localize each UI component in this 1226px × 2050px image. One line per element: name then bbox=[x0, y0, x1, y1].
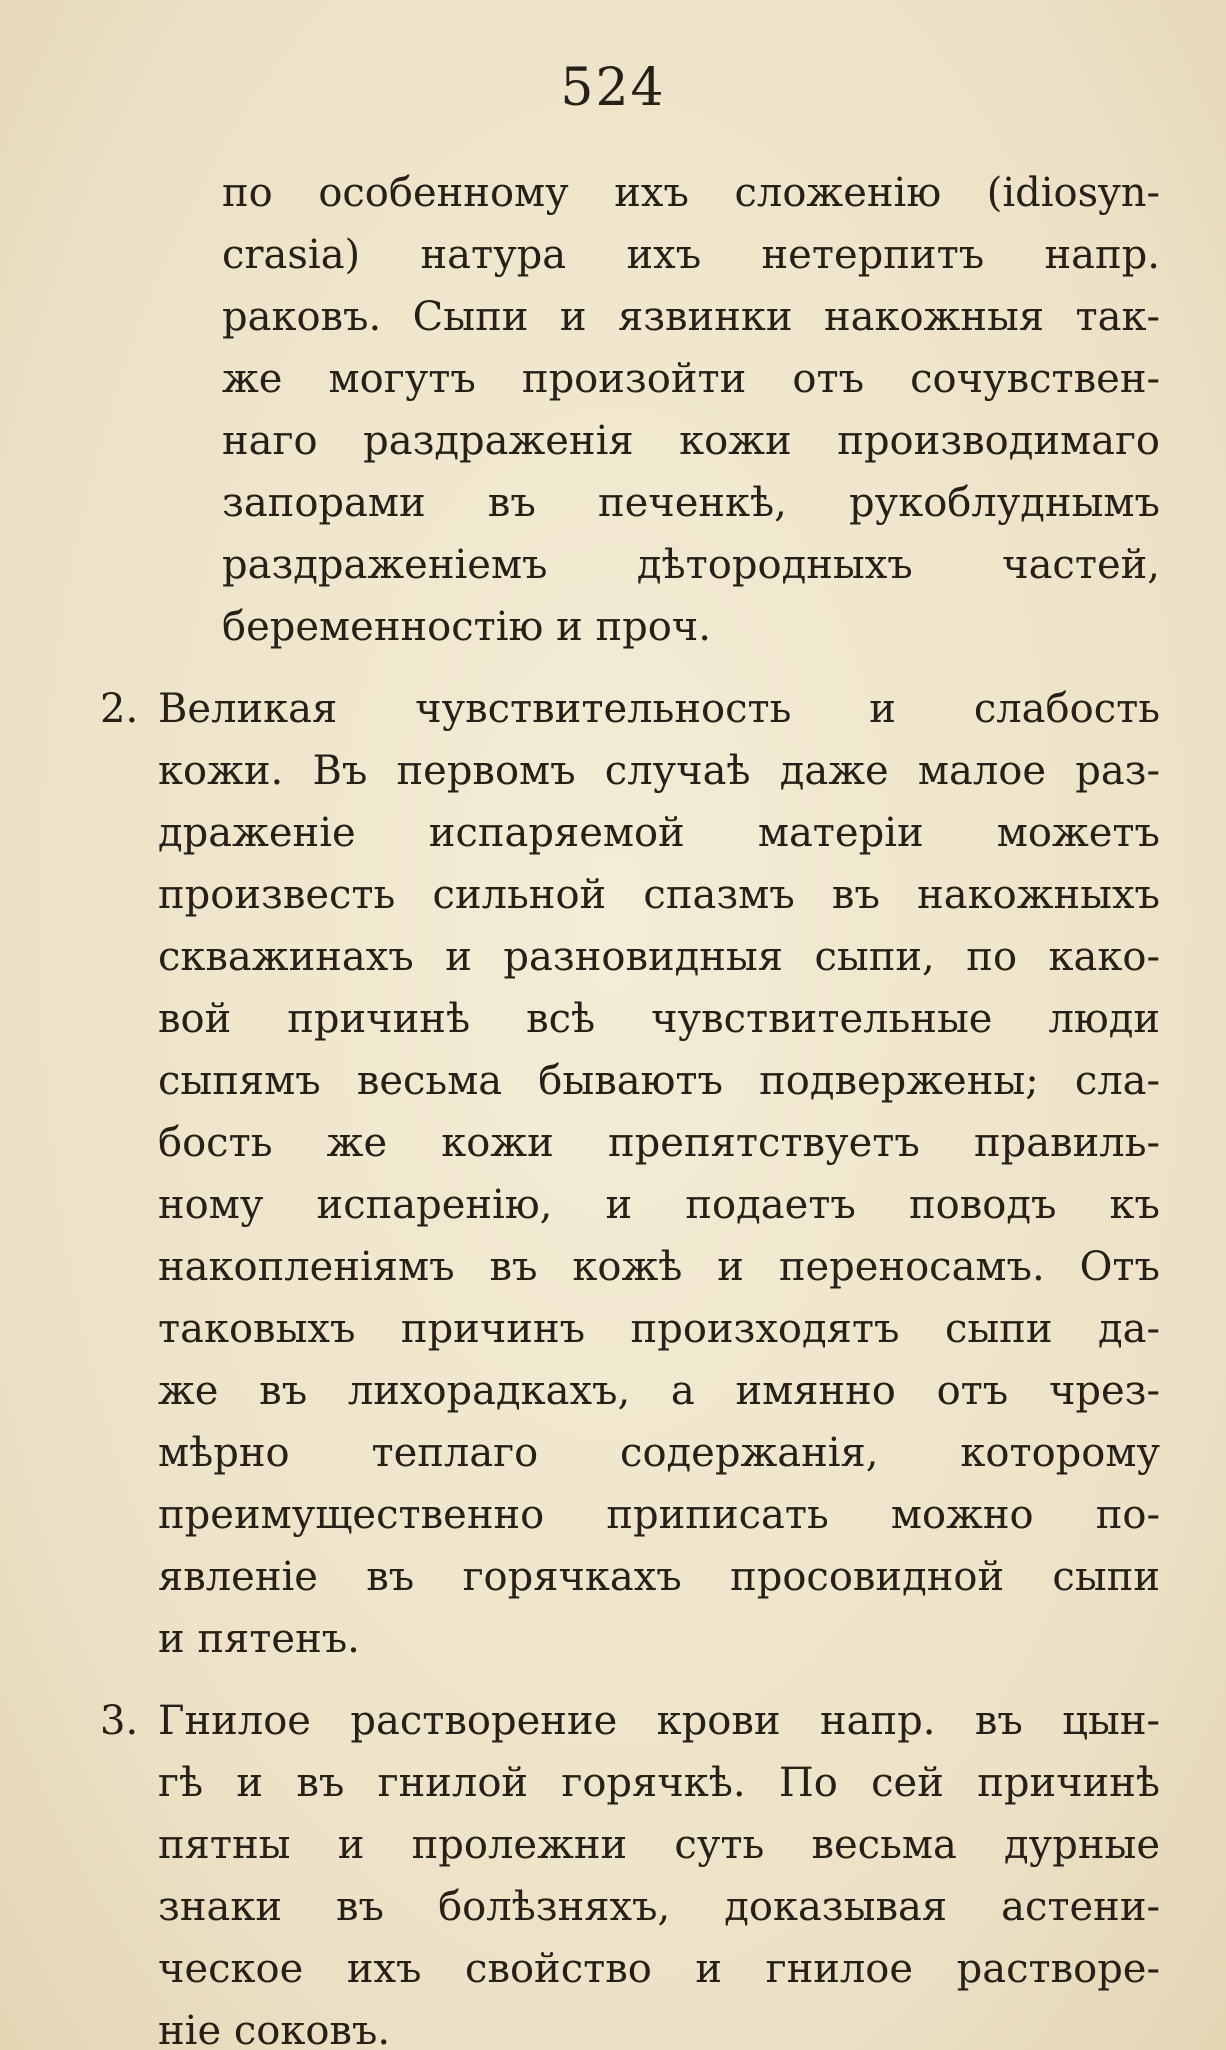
text-line: запорами въ печенкѣ, рукоблуднымъ bbox=[222, 480, 1160, 526]
paragraph-item-2 bbox=[100, 678, 1160, 1670]
text-line: преимущественно приписать можно по- bbox=[158, 1492, 1160, 1538]
text-line: таковыхъ причинъ произходятъ сыпи да- bbox=[158, 1306, 1160, 1352]
text-line: и пятенъ. bbox=[158, 1616, 360, 1662]
text-line: явленіе въ горячкахъ просовидной сыпи bbox=[158, 1554, 1160, 1600]
text-line: Гнилое растворение крови напр. въ цын- bbox=[158, 1698, 1160, 1744]
text-line: Великая чувствительность и слабость bbox=[158, 686, 1160, 732]
text-line: вой причинѣ всѣ чувствительные люди bbox=[158, 996, 1160, 1042]
text-line: кожи. Въ первомъ случаѣ даже малое раз- bbox=[158, 748, 1160, 794]
text-line: ному испаренію, и подаетъ поводъ къ bbox=[158, 1182, 1160, 1228]
text-line: crasia) натура ихъ нетерпитъ напр. bbox=[222, 232, 1160, 278]
item-number: 2. bbox=[100, 686, 139, 732]
text-body bbox=[100, 162, 1160, 2050]
text-line: раковъ. Сыпи и язвинки накожныя так- bbox=[222, 294, 1160, 340]
text-line: знаки въ болѣзняхъ, доказывая астени- bbox=[158, 1884, 1160, 1930]
text-line: же въ лихорадкахъ, а имянно отъ чрез- bbox=[158, 1368, 1160, 1414]
text-line: гѣ и въ гнилой горячкѣ. По сей причинѣ bbox=[158, 1760, 1160, 1806]
page-number: 524 bbox=[560, 58, 666, 118]
text-line: скважинахъ и разновидныя сыпи, по како- bbox=[158, 934, 1160, 980]
text-line: пятны и пролежни суть весьма дурные bbox=[158, 1822, 1160, 1868]
text-line: наго раздраженія кожи производимаго bbox=[222, 418, 1160, 464]
text-line: драженіе испаряемой матеріи можетъ bbox=[158, 810, 1160, 856]
text-line: беременностію и проч. bbox=[222, 604, 711, 650]
text-line: раздраженіемъ дѣтородныхъ частей, bbox=[222, 542, 1160, 588]
text-line: ніе соковъ. bbox=[158, 2008, 391, 2050]
text-line: мѣрно теплаго содержанія, которому bbox=[158, 1430, 1160, 1476]
paragraph-continuation bbox=[100, 162, 1160, 658]
text-line-numbered bbox=[100, 1690, 1160, 1752]
paragraph-item-3 bbox=[100, 1690, 1160, 2050]
text-line: по особенному ихъ сложенію (idiosyn- bbox=[222, 170, 1160, 216]
item-number: 3. bbox=[100, 1698, 139, 1744]
text-line: бость же кожи препятствуетъ правиль- bbox=[158, 1120, 1160, 1166]
text-line-numbered bbox=[100, 678, 1160, 740]
text-line: накопленіямъ въ кожѣ и переносамъ. Отъ bbox=[158, 1244, 1160, 1290]
text-line: сыпямъ весьма бываютъ подвержены; сла- bbox=[158, 1058, 1160, 1104]
text-line: ческое ихъ свойство и гнилое растворе- bbox=[158, 1946, 1160, 1992]
text-line: произвесть сильной спазмъ въ накожныхъ bbox=[158, 872, 1160, 918]
text-line: же могутъ произойти отъ сочувствен- bbox=[222, 356, 1160, 402]
